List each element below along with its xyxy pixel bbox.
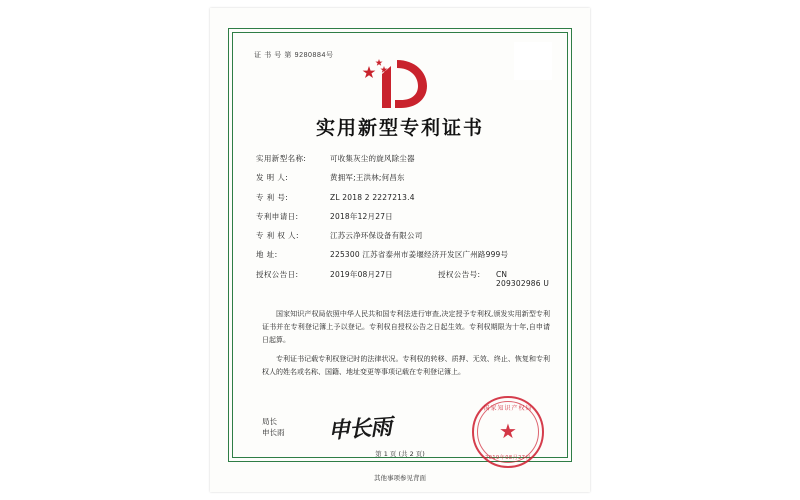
field-label: 授权公告号:: [438, 269, 481, 279]
field-label: 授权公告日:: [256, 269, 299, 279]
field-row-patent-number: [256, 193, 554, 203]
field-row-address: [256, 250, 554, 260]
field-label: 专 利 权 人:: [256, 231, 299, 240]
border-corner-top-right: [557, 28, 572, 43]
field-value: 2018年12月27日: [330, 211, 393, 221]
certificate-number: 证 书 号 第 9280884号: [254, 52, 334, 59]
field-value: 黄拥军;王洪林;何昌东: [330, 173, 405, 183]
field-label: 专 利 号:: [256, 192, 289, 202]
grant-date-group: [256, 270, 438, 290]
field-value: ZL 2018 2 2227213.4: [330, 192, 415, 202]
qr-code-icon: [514, 42, 552, 80]
field-row-utility-model-name: [256, 154, 554, 164]
field-label: 实用新型名称:: [256, 154, 307, 163]
patent-emblem-icon: [357, 56, 443, 112]
seal-top-text: 国家知识产权局: [483, 405, 533, 412]
seal-bottom-text: 2019年08月27日: [485, 455, 531, 461]
certificate-page: [210, 8, 590, 492]
border-corner-top-left: [228, 28, 243, 43]
signatory-block: [262, 416, 285, 439]
field-row-grant-announcement: [256, 270, 554, 290]
legal-body-text: [262, 308, 550, 385]
announcement-number-group: [438, 270, 554, 290]
field-value: 可收集灰尘的旋风除尘器: [330, 154, 415, 163]
handwritten-signature: 申长雨: [327, 413, 392, 445]
field-value: 2019年08月27日: [330, 269, 393, 279]
field-label: 专利申请日:: [256, 211, 299, 221]
field-list: [256, 154, 554, 299]
field-row-patentee: [256, 231, 554, 241]
field-row-inventors: [256, 173, 554, 183]
body-paragraph-2: 专利证书记载专利权登记时的法律状况。专利权的转移、质押、无效、终止、恢复和专利权人的姓名或名称、国籍、地址变更等事项记载在专利登记簿上。: [262, 354, 550, 376]
field-label: 地 址:: [256, 250, 278, 260]
field-label: 发 明 人:: [256, 173, 289, 183]
signatory-title: 局长: [262, 417, 277, 426]
signatory-name: 申长雨: [262, 428, 285, 438]
footnote: 其他事项参见背面: [374, 474, 426, 482]
field-row-application-date: [256, 212, 554, 222]
page-title: 实用新型专利证书: [315, 117, 484, 139]
body-paragraph-1: 国家知识产权局依照中华人民共和国专利法进行审查,决定授予专利权,颁发实用新型专利证书并在专利登记簿上予以登记。专利权自授权公告之日起生效。专利权期限为十年,自申请日起算。: [262, 310, 550, 344]
field-value: 225300 江苏省泰州市姜堰经济开发区广州路999号: [330, 250, 509, 260]
star-icon: ★: [499, 421, 517, 443]
field-value: CN 209302986 U: [496, 269, 550, 289]
field-value: 江苏云净环保设备有限公司: [330, 231, 423, 240]
page-indicator: 第 1 页 (共 2 页): [375, 450, 425, 458]
